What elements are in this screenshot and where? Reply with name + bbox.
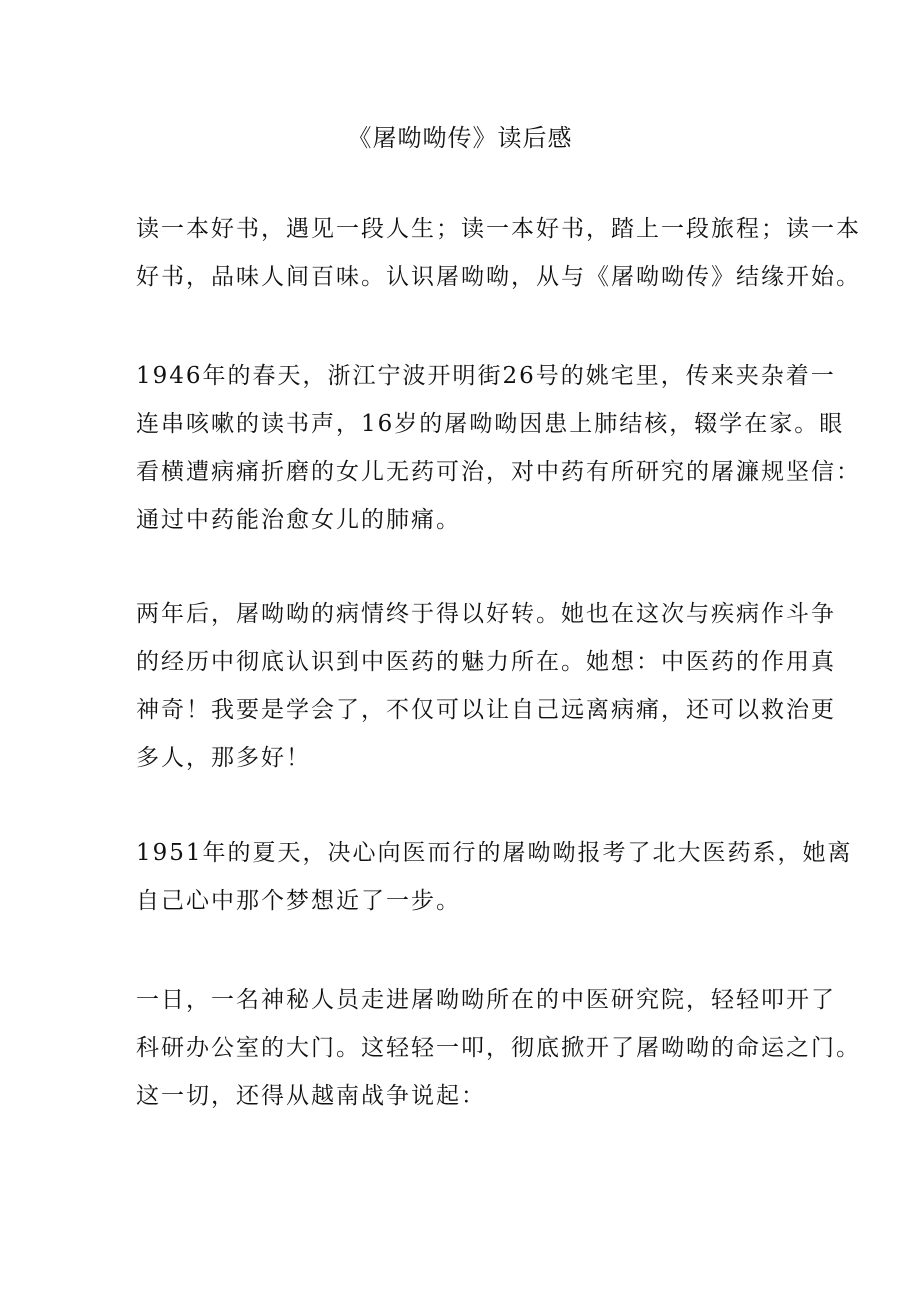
paragraph-4 bbox=[136, 829, 853, 925]
paragraph-1 bbox=[136, 205, 861, 301]
paragraph-line: 读一本好书，遇见一段人生；读一本好书，踏上一段旅程；读一本 bbox=[136, 216, 861, 242]
paragraph-2 bbox=[136, 352, 861, 544]
paragraph-line: 这一切，还得从越南战争说起： bbox=[136, 1083, 486, 1109]
paragraph-line: 1946年的春天，浙江宁波开明街26号的姚宅里，传来夹杂着一 bbox=[136, 363, 836, 389]
paragraph-line: 多人，那多好！ bbox=[136, 745, 311, 771]
document-title: 《屠呦呦传》读后感 bbox=[347, 124, 573, 152]
paragraph-line: 通过中药能治愈女儿的肺痛。 bbox=[136, 507, 461, 533]
paragraph-line: 看横遭病痛折磨的女儿无药可治，对中药有所研究的屠濂规坚信： bbox=[136, 459, 861, 485]
paragraph-3 bbox=[136, 590, 836, 782]
paragraph-line: 1951年的夏天，决心向医而行的屠呦呦报考了北大医药系，她离 bbox=[136, 840, 853, 866]
paragraph-line: 科研办公室的大门。这轻轻一叩，彻底掀开了屠呦呦的命运之门。 bbox=[136, 1035, 861, 1061]
paragraph-line: 神奇！我要是学会了，不仅可以让自己远离病痛，还可以救治更 bbox=[136, 697, 836, 723]
paragraph-line: 好书，品味人间百味。认识屠呦呦，从与《屠呦呦传》结缘开始。 bbox=[136, 264, 861, 290]
paragraph-line: 一日，一名神秘人员走进屠呦呦所在的中医研究院，轻轻叩开了 bbox=[136, 987, 836, 1013]
paragraph-line: 的经历中彻底认识到中医药的魅力所在。她想：中医药的作用真 bbox=[136, 649, 836, 675]
paragraph-line: 连串咳嗽的读书声，16岁的屠呦呦因患上肺结核，辍学在家。眼 bbox=[136, 411, 845, 437]
paragraph-5 bbox=[136, 976, 861, 1120]
paragraph-line: 两年后，屠呦呦的病情终于得以好转。她也在这次与疾病作斗争 bbox=[136, 601, 836, 627]
paragraph-line: 自己心中那个梦想近了一步。 bbox=[136, 888, 461, 914]
